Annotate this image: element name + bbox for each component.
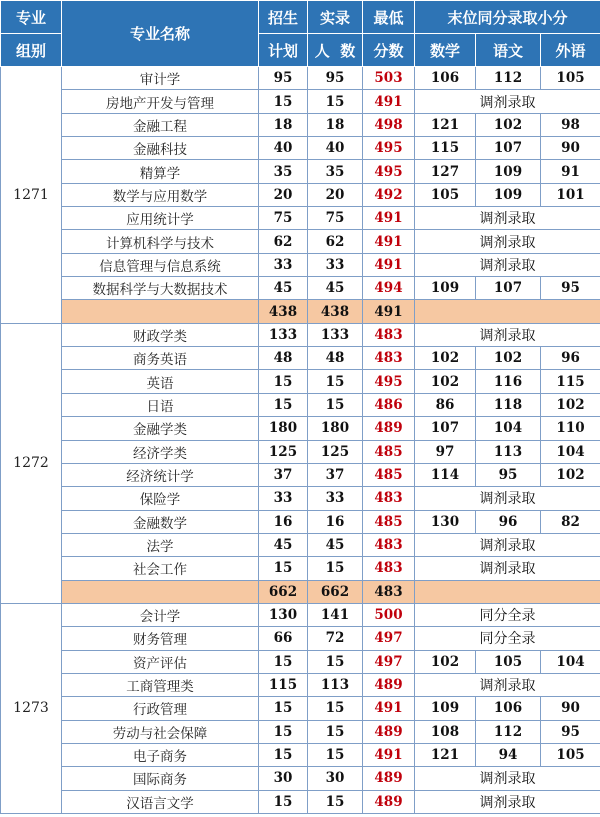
min-score: 498: [363, 113, 415, 136]
min-score: 483: [363, 557, 415, 580]
actual-count: 35: [308, 160, 363, 183]
chinese-score: 109: [476, 183, 541, 206]
plan-count: 40: [259, 137, 308, 160]
table-row: [1, 417, 600, 440]
actual-count: 15: [308, 743, 363, 766]
table-row: [1, 650, 600, 673]
header-plan-bottom: 计划: [259, 34, 308, 67]
chinese-score: 106: [476, 697, 541, 720]
min-score: 483: [363, 533, 415, 556]
tie-break-note: 同分全录: [415, 603, 600, 626]
chinese-score: 105: [476, 650, 541, 673]
major-name: 资产评估: [62, 650, 259, 673]
total-spacer: [62, 300, 259, 323]
header-foreign: 外语: [541, 34, 600, 67]
chinese-score: 118: [476, 393, 541, 416]
min-score: 483: [363, 347, 415, 370]
actual-count: 16: [308, 510, 363, 533]
actual-count: 15: [308, 90, 363, 113]
major-name: 法学: [62, 533, 259, 556]
plan-count: 37: [259, 463, 308, 486]
chinese-score: 104: [476, 417, 541, 440]
actual-count: 20: [308, 183, 363, 206]
math-score: 106: [415, 67, 476, 90]
actual-count: 15: [308, 370, 363, 393]
major-name: 金融工程: [62, 113, 259, 136]
major-name: 国际商务: [62, 767, 259, 790]
plan-count: 15: [259, 650, 308, 673]
actual-count: 95: [308, 67, 363, 90]
actual-count: 45: [308, 533, 363, 556]
plan-count: 125: [259, 440, 308, 463]
actual-count: 72: [308, 627, 363, 650]
math-score: 114: [415, 463, 476, 486]
foreign-score: 95: [541, 720, 600, 743]
major-name: 计算机科学与技术: [62, 230, 259, 253]
actual-count: 15: [308, 650, 363, 673]
major-name: 会计学: [62, 603, 259, 626]
actual-count: 37: [308, 463, 363, 486]
tie-break-note: 调剂录取: [415, 557, 600, 580]
major-name: 经济学类: [62, 440, 259, 463]
table-row: [1, 90, 600, 113]
min-score: 495: [363, 370, 415, 393]
min-score: 489: [363, 673, 415, 696]
major-name: 汉语言文学: [62, 790, 259, 813]
header-actual-bottom: 人 数: [308, 34, 363, 67]
major-name: 信息管理与信息系统: [62, 253, 259, 276]
total-spacer: [62, 580, 259, 603]
chinese-score: 112: [476, 720, 541, 743]
table-row: [1, 347, 600, 370]
foreign-score: 105: [541, 67, 600, 90]
plan-count: 45: [259, 277, 308, 300]
major-name: 金融数学: [62, 510, 259, 533]
header-group-top: 专业: [1, 1, 62, 34]
plan-count: 48: [259, 347, 308, 370]
header-major-name: 专业名称: [62, 1, 259, 67]
tie-break-note: 同分全录: [415, 627, 600, 650]
foreign-score: 101: [541, 183, 600, 206]
plan-count: 45: [259, 533, 308, 556]
plan-count: 15: [259, 370, 308, 393]
min-score: 489: [363, 790, 415, 813]
plan-count: 180: [259, 417, 308, 440]
min-score: 489: [363, 417, 415, 440]
chinese-score: 102: [476, 113, 541, 136]
header-plan-top: 招生: [259, 1, 308, 34]
table-row: [1, 277, 600, 300]
major-name: 工商管理类: [62, 673, 259, 696]
major-name: 金融科技: [62, 137, 259, 160]
min-score: 485: [363, 440, 415, 463]
actual-count: 180: [308, 417, 363, 440]
plan-count: 18: [259, 113, 308, 136]
plan-count: 15: [259, 790, 308, 813]
min-score: 483: [363, 487, 415, 510]
min-score: 491: [363, 253, 415, 276]
total-tail: [415, 580, 600, 603]
actual-count: 30: [308, 767, 363, 790]
plan-count: 15: [259, 697, 308, 720]
table-row: [1, 533, 600, 556]
table-row: [1, 767, 600, 790]
actual-count: 125: [308, 440, 363, 463]
major-name: 商务英语: [62, 347, 259, 370]
math-score: 86: [415, 393, 476, 416]
table-row: [1, 463, 600, 486]
table-body: [1, 67, 600, 814]
min-score: 489: [363, 767, 415, 790]
table-row: [1, 673, 600, 696]
header-chinese: 语文: [476, 34, 541, 67]
table-row: [1, 253, 600, 276]
math-score: 121: [415, 113, 476, 136]
math-score: 102: [415, 370, 476, 393]
major-name: 英语: [62, 370, 259, 393]
group-code: 1272: [1, 323, 62, 603]
math-score: 108: [415, 720, 476, 743]
table-row: [1, 743, 600, 766]
total-tail: [415, 300, 600, 323]
min-score: 491: [363, 743, 415, 766]
actual-count: 33: [308, 253, 363, 276]
min-score: 503: [363, 67, 415, 90]
math-score: 127: [415, 160, 476, 183]
total-min: 483: [363, 580, 415, 603]
table-row: [1, 183, 600, 206]
foreign-score: 90: [541, 137, 600, 160]
math-score: 105: [415, 183, 476, 206]
min-score: 492: [363, 183, 415, 206]
major-name: 房地产开发与管理: [62, 90, 259, 113]
plan-count: 130: [259, 603, 308, 626]
math-score: 130: [415, 510, 476, 533]
table-row: [1, 557, 600, 580]
tie-break-note: 调剂录取: [415, 323, 600, 346]
plan-count: 95: [259, 67, 308, 90]
total-min: 491: [363, 300, 415, 323]
plan-count: 33: [259, 487, 308, 510]
plan-count: 33: [259, 253, 308, 276]
actual-count: 15: [308, 790, 363, 813]
min-score: 486: [363, 393, 415, 416]
plan-count: 15: [259, 90, 308, 113]
math-score: 97: [415, 440, 476, 463]
group-code: 1273: [1, 603, 62, 813]
major-name: 应用统计学: [62, 207, 259, 230]
foreign-score: 105: [541, 743, 600, 766]
min-score: 489: [363, 720, 415, 743]
group-code: 1271: [1, 67, 62, 324]
header-group-bottom: 组别: [1, 34, 62, 67]
math-score: 109: [415, 697, 476, 720]
group-total-row: [1, 580, 600, 603]
chinese-score: 113: [476, 440, 541, 463]
actual-count: 33: [308, 487, 363, 510]
foreign-score: 102: [541, 463, 600, 486]
total-actual: 662: [308, 580, 363, 603]
plan-count: 15: [259, 743, 308, 766]
table-row: [1, 790, 600, 813]
chinese-score: 109: [476, 160, 541, 183]
table-row: [1, 627, 600, 650]
plan-count: 66: [259, 627, 308, 650]
chinese-score: 102: [476, 347, 541, 370]
plan-count: 15: [259, 393, 308, 416]
min-score: 483: [363, 323, 415, 346]
header-min-top: 最低: [363, 1, 415, 34]
total-plan: 662: [259, 580, 308, 603]
chinese-score: 95: [476, 463, 541, 486]
major-name: 电子商务: [62, 743, 259, 766]
foreign-score: 91: [541, 160, 600, 183]
chinese-score: 96: [476, 510, 541, 533]
foreign-score: 82: [541, 510, 600, 533]
min-score: 494: [363, 277, 415, 300]
min-score: 497: [363, 627, 415, 650]
actual-count: 133: [308, 323, 363, 346]
major-name: 劳动与社会保障: [62, 720, 259, 743]
math-score: 109: [415, 277, 476, 300]
table-row: [1, 370, 600, 393]
header-actual-top: 实录: [308, 1, 363, 34]
foreign-score: 102: [541, 393, 600, 416]
tie-break-note: 调剂录取: [415, 533, 600, 556]
table-row: [1, 603, 600, 626]
foreign-score: 96: [541, 347, 600, 370]
foreign-score: 115: [541, 370, 600, 393]
major-name: 行政管理: [62, 697, 259, 720]
table-row: [1, 697, 600, 720]
table-row: [1, 440, 600, 463]
table-row: [1, 113, 600, 136]
foreign-score: 90: [541, 697, 600, 720]
min-score: 491: [363, 90, 415, 113]
min-score: 485: [363, 510, 415, 533]
tie-break-note: 调剂录取: [415, 790, 600, 813]
actual-count: 40: [308, 137, 363, 160]
plan-count: 62: [259, 230, 308, 253]
actual-count: 113: [308, 673, 363, 696]
tie-break-note: 调剂录取: [415, 253, 600, 276]
total-actual: 438: [308, 300, 363, 323]
actual-count: 62: [308, 230, 363, 253]
min-score: 497: [363, 650, 415, 673]
table-row: [1, 487, 600, 510]
min-score: 491: [363, 207, 415, 230]
table-row: [1, 720, 600, 743]
chinese-score: 94: [476, 743, 541, 766]
major-name: 社会工作: [62, 557, 259, 580]
table-row: [1, 510, 600, 533]
plan-count: 115: [259, 673, 308, 696]
plan-count: 16: [259, 510, 308, 533]
major-name: 财务管理: [62, 627, 259, 650]
min-score: 495: [363, 160, 415, 183]
foreign-score: 104: [541, 440, 600, 463]
major-name: 日语: [62, 393, 259, 416]
actual-count: 141: [308, 603, 363, 626]
min-score: 500: [363, 603, 415, 626]
chinese-score: 112: [476, 67, 541, 90]
chinese-score: 107: [476, 277, 541, 300]
major-name: 财政学类: [62, 323, 259, 346]
math-score: 115: [415, 137, 476, 160]
major-name: 经济统计学: [62, 463, 259, 486]
table-row: [1, 323, 600, 346]
actual-count: 48: [308, 347, 363, 370]
actual-count: 15: [308, 557, 363, 580]
chinese-score: 107: [476, 137, 541, 160]
actual-count: 15: [308, 393, 363, 416]
min-score: 485: [363, 463, 415, 486]
foreign-score: 95: [541, 277, 600, 300]
actual-count: 15: [308, 697, 363, 720]
tie-break-note: 调剂录取: [415, 487, 600, 510]
header-tie-break-title: 末位同分录取小分: [415, 1, 600, 34]
chinese-score: 116: [476, 370, 541, 393]
major-name: 金融学类: [62, 417, 259, 440]
foreign-score: 104: [541, 650, 600, 673]
table-row: [1, 137, 600, 160]
plan-count: 15: [259, 557, 308, 580]
plan-count: 75: [259, 207, 308, 230]
major-name: 保险学: [62, 487, 259, 510]
tie-break-note: 调剂录取: [415, 230, 600, 253]
major-name: 精算学: [62, 160, 259, 183]
table-row: [1, 67, 600, 90]
actual-count: 18: [308, 113, 363, 136]
plan-count: 30: [259, 767, 308, 790]
plan-count: 20: [259, 183, 308, 206]
tie-break-note: 调剂录取: [415, 767, 600, 790]
table-row: [1, 160, 600, 183]
actual-count: 15: [308, 720, 363, 743]
actual-count: 45: [308, 277, 363, 300]
actual-count: 75: [308, 207, 363, 230]
math-score: 102: [415, 650, 476, 673]
math-score: 107: [415, 417, 476, 440]
tie-break-note: 调剂录取: [415, 673, 600, 696]
table-row: [1, 230, 600, 253]
major-name: 数学与应用数学: [62, 183, 259, 206]
tie-break-note: 调剂录取: [415, 207, 600, 230]
table-row: [1, 207, 600, 230]
tie-break-note: 调剂录取: [415, 90, 600, 113]
min-score: 495: [363, 137, 415, 160]
plan-count: 133: [259, 323, 308, 346]
header-math: 数学: [415, 34, 476, 67]
major-name: 审计学: [62, 67, 259, 90]
math-score: 121: [415, 743, 476, 766]
header-min-bottom: 分数: [363, 34, 415, 67]
table-row: [1, 393, 600, 416]
math-score: 102: [415, 347, 476, 370]
foreign-score: 98: [541, 113, 600, 136]
plan-count: 15: [259, 720, 308, 743]
group-total-row: [1, 300, 600, 323]
foreign-score: 110: [541, 417, 600, 440]
min-score: 491: [363, 697, 415, 720]
min-score: 491: [363, 230, 415, 253]
plan-count: 35: [259, 160, 308, 183]
total-plan: 438: [259, 300, 308, 323]
major-name: 数据科学与大数据技术: [62, 277, 259, 300]
